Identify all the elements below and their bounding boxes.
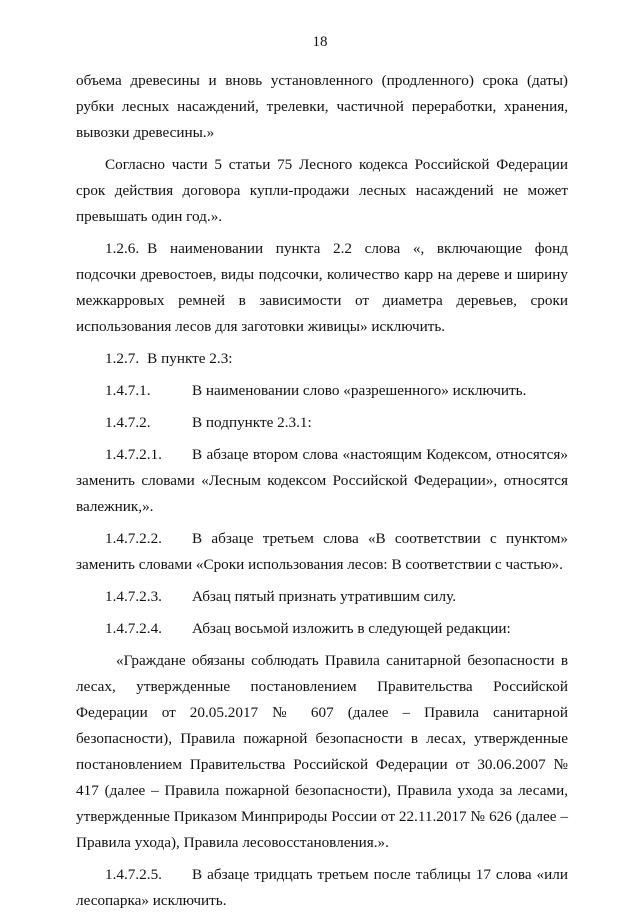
item-number: 1.4.7.2.2. <box>105 530 162 547</box>
paragraph-1-4-7-2-5 <box>76 862 568 914</box>
item-number: 1.2.7. <box>105 350 140 367</box>
paragraph-1-4-7-2-1 <box>76 442 568 520</box>
paragraph-1-2-6 <box>76 236 568 340</box>
item-text: В пункте 2.3: <box>147 350 233 367</box>
paragraph-1-2-7 <box>76 346 568 372</box>
item-number: 1.4.7.2. <box>105 414 151 431</box>
item-text: В абзаце тридцать третьем после таблицы 17 слова «или лесопарка» исключить. <box>76 866 568 909</box>
paragraph-1-4-7-2-4 <box>76 616 568 642</box>
item-text: В абзаце третьем слова «В соответствии с пунктом» заменить словами «Сроки использования лесов: В соответствии с частью». <box>76 530 568 573</box>
item-number: 1.4.7.2.3. <box>105 588 162 605</box>
item-text: В наименовании слово «разрешенного» исключить. <box>192 382 527 399</box>
paragraph-1-4-7-2 <box>76 410 568 436</box>
page-number: 18 <box>312 34 328 50</box>
paragraph-continuation: объема древесины и вновь установленного (продленного) срока (даты) рубки лесных насаждений, трелевки, частичной переработки, хранения, вывозки древесины.» <box>76 72 568 141</box>
document-body <box>76 68 568 914</box>
paragraph-1-4-7-2-2 <box>76 526 568 578</box>
item-text: В подпункте 2.3.1: <box>192 414 312 431</box>
item-text: В абзаце втором слова «настоящим Кодексом, относятся» заменить словами «Лесным кодексом Российской Федерации», относятся валежник,». <box>76 446 568 515</box>
paragraph-quoted-new-text: «Граждане обязаны соблюдать Правила санитарной безопасности в лесах, утвержденные постановлением Правительства Российской Федерации от 20.05.2017 № 607 (далее – Правила санитарной безопасности), Правила пожарной безопасности в лесах, утвержденные постановлением Правительства Российской Федерации от 30.06.2007 № 417 (далее – Правила пожарной безопасности), Правила ухода за лесами, утвержденные Приказом Минприроды России от 22.11.2017 № 626 (далее – Правила ухода), Правила лесовосстановления.». <box>76 652 568 851</box>
item-text: Абзац восьмой изложить в следующей редакции: <box>192 620 511 637</box>
paragraph-1-4-7-1 <box>76 378 568 404</box>
item-text: В наименовании пункта 2.2 слова «, включающие фонд подсочки древостоев, виды подсочки, количество карр на дереве и ширину межкарровых ремней в зависимости от диаметра деревьев, сроки использования лесов для заготовки живицы» исключить. <box>76 240 568 335</box>
item-number: 1.4.7.2.5. <box>105 866 162 883</box>
item-number: 1.4.7.2.4. <box>105 620 162 637</box>
item-text: Абзац пятый признать утратившим силу. <box>192 588 456 605</box>
paragraph-1-4-7-2-3 <box>76 584 568 610</box>
paragraph-article-75: Согласно части 5 статьи 75 Лесного кодекса Российской Федерации срок действия договора купли-продажи лесных насаждений не может превышать один год.». <box>76 156 568 225</box>
item-number: 1.2.6. <box>105 240 140 257</box>
item-number: 1.4.7.2.1. <box>105 446 162 463</box>
item-number: 1.4.7.1. <box>105 382 151 399</box>
